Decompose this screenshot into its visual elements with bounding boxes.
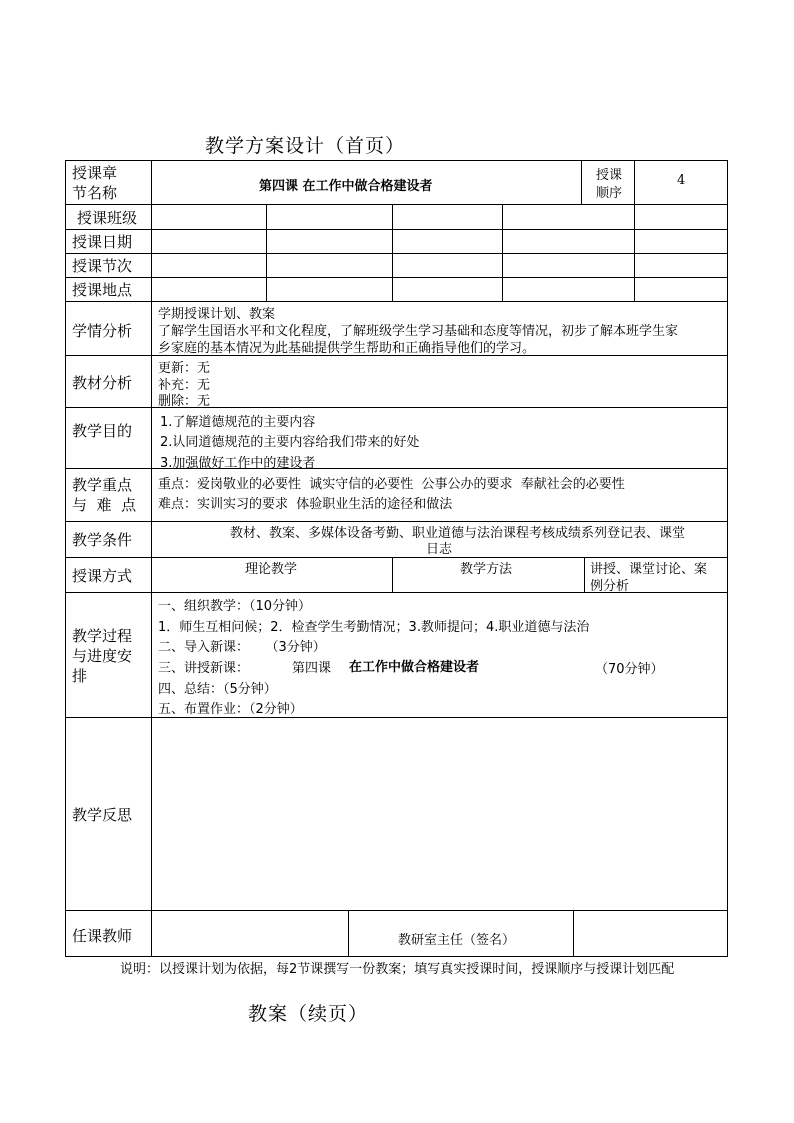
process-label-line1: 教学过程 bbox=[72, 627, 133, 645]
key-label-line1: 教学重点 bbox=[72, 476, 133, 494]
material-line1: 更新：无 bbox=[158, 361, 211, 376]
material-line2: 补充：无 bbox=[158, 378, 211, 393]
process-line4-lesson: 第四课 bbox=[292, 661, 332, 676]
key-line2: 难点：实训实习的要求 体验职业生活的途径和做法 bbox=[158, 497, 453, 512]
director-signature-label: 教研室主任（签名） bbox=[398, 933, 516, 948]
process-line4-step: 三、讲授新课： bbox=[158, 661, 250, 676]
row-line bbox=[65, 204, 728, 205]
table-border-top bbox=[65, 160, 728, 161]
process-line4-title: 在工作中做合格建设者 bbox=[349, 660, 480, 675]
process-line3: 二、导入新课： （3分钟） bbox=[158, 640, 326, 655]
row-line bbox=[65, 910, 728, 911]
order-label-line1: 授课 bbox=[596, 168, 623, 183]
reflection-label: 教学反思 bbox=[72, 806, 133, 824]
location-label: 授课地点 bbox=[72, 281, 133, 299]
row-line bbox=[65, 717, 728, 718]
condition-label: 教学条件 bbox=[72, 531, 133, 549]
row-line bbox=[65, 301, 728, 302]
col-line bbox=[266, 204, 267, 302]
col-line bbox=[581, 160, 582, 205]
goal-line2: 2.认同道德规范的主要内容给我们带来的好处 bbox=[160, 435, 420, 450]
col-line bbox=[348, 910, 349, 957]
process-line6: 五、布置作业：（2分钟） bbox=[158, 702, 303, 717]
learning-line2: 了解学生国语水平和文化程度，了解班级学生学习基础和态度等情况，初步了解本班学生家 bbox=[158, 324, 679, 339]
learning-line3: 乡家庭的基本情况为此基础提供学生帮助和正确指导他们的学习。 bbox=[158, 341, 536, 356]
goal-line1: 1.了解道德规范的主要内容 bbox=[160, 415, 316, 430]
class-label: 授课班级 bbox=[77, 209, 138, 227]
table-border-bottom bbox=[65, 956, 728, 957]
key-line1: 重点：爱岗敬业的必要性 诚实守信的必要性 公事公办的要求 奉献社会的必要性 bbox=[158, 477, 625, 492]
table-border-right bbox=[727, 160, 728, 957]
label-column-line bbox=[151, 160, 152, 957]
learning-label: 学情分析 bbox=[72, 322, 133, 340]
process-line2: 1．师生互相问候；2．检查学生考勤情况；3.教师提问；4.职业道德与法治 bbox=[158, 620, 590, 635]
col-line bbox=[392, 204, 393, 302]
order-label-line2: 顺序 bbox=[596, 186, 623, 201]
key-label-line2: 与 难 点 bbox=[72, 496, 137, 514]
process-line5: 四、总结：（5分钟） bbox=[158, 682, 277, 697]
process-label-line2: 与进度安 bbox=[72, 647, 133, 665]
condition-line1: 教材、教案、多媒体设备考勤、职业道德与法治课程考核成绩系列登记表、课堂 bbox=[230, 526, 686, 541]
goal-line3: 3.加强做好工作中的建设者 bbox=[160, 456, 316, 471]
condition-line2: 日志 bbox=[426, 542, 453, 557]
col-line bbox=[573, 910, 574, 957]
teaching-method-line2: 例分析 bbox=[590, 579, 630, 594]
goal-label: 教学目的 bbox=[72, 422, 133, 440]
teacher-label: 任课教师 bbox=[72, 927, 133, 945]
chapter-label-line2: 节名称 bbox=[72, 184, 118, 202]
col-line bbox=[634, 160, 635, 205]
row-line bbox=[65, 277, 728, 278]
material-label: 教材分析 bbox=[72, 374, 133, 392]
row-line bbox=[65, 253, 728, 254]
table-border-left bbox=[65, 160, 66, 957]
period-label: 授课节次 bbox=[72, 257, 133, 275]
method-row-value: 理论教学 bbox=[245, 562, 298, 577]
col-line bbox=[634, 204, 635, 302]
method-row-label: 授课方式 bbox=[72, 567, 133, 585]
teaching-method-line1: 讲授、课堂讨论、案 bbox=[590, 562, 708, 577]
page-title: 教学方案设计（首页） bbox=[205, 135, 406, 157]
col-line bbox=[392, 557, 393, 593]
footer-note: 说明：以授课计划为依据，每2节课撰写一份教案；填写真实授课时间，授课顺序与授课计划匹配 bbox=[120, 962, 675, 977]
chapter-label-line1: 授课章 bbox=[72, 164, 118, 182]
col-line bbox=[584, 557, 585, 593]
order-value: 4 bbox=[677, 173, 686, 188]
process-line4-time: （70分钟） bbox=[595, 662, 664, 677]
teaching-method-label: 教学方法 bbox=[460, 562, 513, 577]
col-line bbox=[502, 204, 503, 302]
process-line1: 一、组织教学：（10分钟） bbox=[158, 599, 312, 614]
material-line3: 删除：无 bbox=[158, 394, 211, 409]
date-label: 授课日期 bbox=[72, 233, 133, 251]
process-label-line3: 排 bbox=[72, 667, 88, 685]
row-line bbox=[65, 229, 728, 230]
learning-line1: 学期授课计划、教案 bbox=[158, 307, 276, 322]
chapter-title: 第四课 在工作中做合格建设者 bbox=[259, 179, 433, 194]
next-page-title: 教案（续页） bbox=[248, 1003, 369, 1025]
